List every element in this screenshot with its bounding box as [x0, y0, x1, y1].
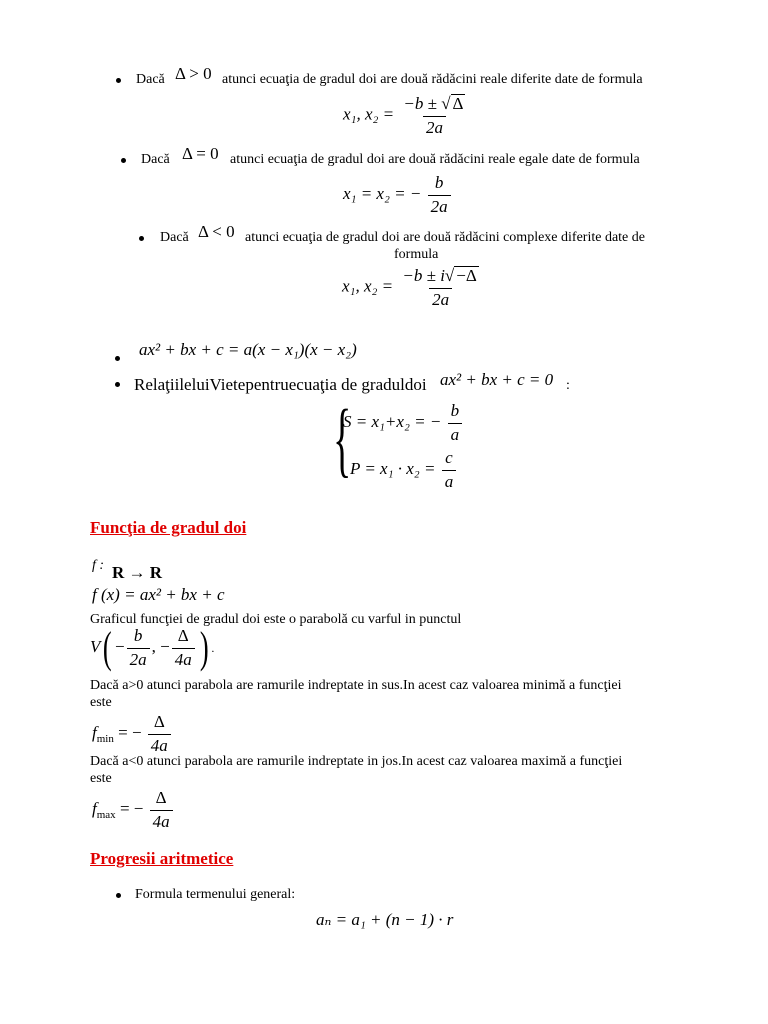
fmin-f: f — [92, 723, 97, 743]
min-text-cont: este — [90, 695, 112, 710]
formula-numerator: −b ± i — [402, 266, 445, 285]
case1-text: atunci ecuaţia de gradul doi are două rădăcini reale diferite date de formula — [222, 72, 643, 87]
radicand: Δ — [452, 94, 464, 113]
fmax-formula — [92, 789, 175, 831]
fmax-eq: = − — [119, 799, 144, 819]
product-numerator: c — [445, 448, 453, 467]
function-definition: f (x) = ax² + bx + c — [92, 585, 225, 604]
sum-numerator: b — [450, 401, 460, 420]
viete-product — [350, 449, 458, 491]
graph-text: Graficul funcţiei de gradul doi este o parabolă cu varful in punctul — [90, 612, 462, 627]
formula-denominator: 2a — [423, 116, 446, 138]
viete-text: RelaţiileluiVietepentruecuaţia de graduldoi — [134, 375, 427, 394]
function-domain: R → R — [112, 563, 163, 582]
bullet — [139, 236, 144, 241]
radicand: −Δ — [456, 266, 477, 285]
formula-lhs: x₁, x₂ = — [342, 276, 394, 296]
formula-lhs: x₁, x₂ = — [343, 104, 395, 124]
formula-numerator: −b ± — [403, 94, 442, 113]
bullet — [115, 356, 120, 361]
vertex-formula: V( − $\frac{b}{2a}$ , − $\frac{\Delta}{4a}$ ) . — [90, 623, 215, 672]
product-lhs: P = x₁ · x₂ = — [350, 459, 436, 479]
label-daca: Dacă — [160, 230, 189, 245]
bullet — [121, 158, 126, 163]
fmax-sub: max — [96, 809, 116, 822]
min-text: Dacă a>0 atunci parabola are ramurile indreptate in sus.In acest caz valoarea minimă a funcţiei — [90, 678, 622, 693]
brace: { — [333, 393, 352, 486]
max-text-cont: este — [90, 771, 112, 786]
section-heading-progressions: Progresii aritmetice — [90, 849, 234, 868]
formula-roots-distinct: x₁, x₂ = $\frac{-b \pm √ \Delta}{2a}$ — [343, 94, 464, 137]
viete-sum — [343, 402, 464, 444]
label-daca: Dacă — [136, 72, 165, 87]
condition-delta-zero: Δ = 0 — [182, 144, 219, 163]
product-denominator: a — [442, 470, 457, 492]
case3-text: atunci ecuaţia de gradul doi are două rădăcini complexe diferite date de — [245, 230, 645, 245]
fmax-delta: Δ — [155, 788, 167, 807]
fmax-4a: 4a — [150, 810, 173, 832]
sum-lhs: S = x₁+x₂ = − — [343, 412, 442, 432]
condition-delta-negative: Δ < 0 — [198, 222, 235, 241]
vertex-label: V — [90, 636, 101, 656]
formula-denominator: 2a — [428, 195, 451, 217]
viete-colon: : — [566, 378, 570, 393]
bullet — [116, 78, 121, 83]
bullet — [115, 382, 120, 387]
fmin-4a: 4a — [148, 734, 171, 756]
progression-formula: aₙ = a₁ + (n − 1) · r — [316, 910, 454, 929]
formula-lhs: x₁ = x₂ = − — [343, 184, 422, 204]
condition-delta-positive: Δ > 0 — [175, 64, 212, 83]
fmin-eq: = − — [118, 723, 142, 743]
sum-denominator: a — [448, 423, 463, 445]
fmin-formula — [92, 713, 173, 755]
vertex-4a: 4a — [172, 648, 195, 670]
factorization-formula: ax² + bx + c = a(x − x₁)(x − x₂) — [139, 340, 357, 359]
case2-text: atunci ecuaţia de gradul doi are două rădăcini reale egale date de formula — [230, 152, 640, 167]
section-heading-function: Funcţia de gradul doi — [90, 518, 247, 537]
fmin-sub: min — [96, 733, 114, 746]
vertex-2a: 2a — [127, 648, 150, 670]
bullet — [116, 893, 121, 898]
function-label: f : — [92, 558, 105, 573]
vertex-delta: Δ — [177, 625, 189, 645]
case3-text-cont: formula — [394, 247, 439, 262]
max-text: Dacă a<0 atunci parabola are ramurile indreptate in jos.In acest caz valoarea maximă a funcţiei — [90, 754, 623, 769]
formula-numerator: b — [434, 173, 444, 192]
fmin-delta: Δ — [153, 712, 165, 731]
vertex-b: b — [133, 625, 143, 645]
formula-roots-complex: x₁, x₂ = $\frac{-b \pm i√ -\Delta}{2a}$ — [342, 266, 477, 309]
formula-denominator: 2a — [429, 288, 452, 310]
viete-equation: ax² + bx + c = 0 — [440, 370, 554, 389]
fmax-f: f — [92, 799, 97, 819]
progression-item: Formula termenului general: — [135, 887, 296, 902]
formula-roots-equal — [343, 174, 453, 216]
label-daca: Dacă — [141, 152, 170, 167]
